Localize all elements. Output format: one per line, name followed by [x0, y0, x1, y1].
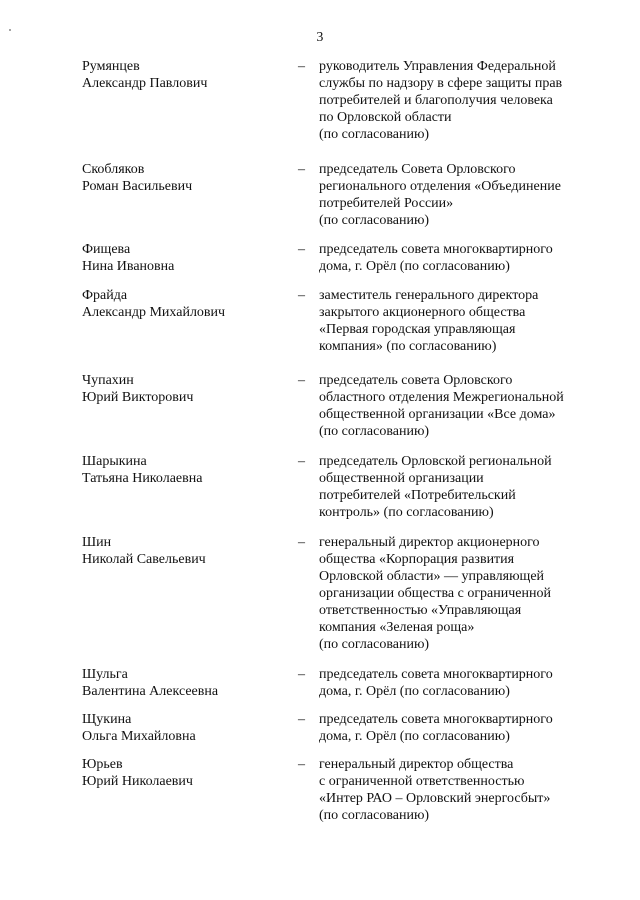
member-entry	[82, 756, 602, 824]
member-entry	[82, 666, 602, 700]
member-name	[82, 711, 298, 745]
member-name	[82, 666, 298, 700]
commission-member-list	[82, 58, 602, 824]
member-given-name: Николай Савельевич	[82, 552, 206, 567]
dash-separator: –	[298, 667, 305, 682]
member-surname: Шульга	[82, 667, 128, 682]
member-role: председатель Совета Орловского регионального отделения «Объединение потребителей России» (по согласованию)	[319, 162, 561, 228]
member-name	[82, 241, 298, 275]
member-role: генеральный директор общества с ограниченной ответственностью «Интер РАО – Орловский энергосбыт» (по согласованию)	[319, 757, 551, 823]
member-entry	[82, 58, 602, 143]
member-given-name: Юрий Николаевич	[82, 774, 193, 789]
member-given-name: Роман Васильевич	[82, 179, 193, 194]
dash-separator: –	[298, 373, 305, 388]
member-entry	[82, 287, 602, 355]
member-role: председатель совета многоквартирного дома, г. Орёл (по согласованию)	[319, 242, 553, 274]
member-surname: Румянцев	[82, 59, 140, 74]
dash-separator: –	[298, 712, 305, 727]
dash-separator: –	[298, 242, 305, 257]
member-role: председатель совета Орловского областного отделения Межрегиональной общественной организации «Все дома» (по согласованию)	[319, 373, 564, 439]
member-surname: Шарыкина	[82, 454, 147, 469]
member-given-name: Юрий Викторович	[82, 390, 194, 405]
dash-separator: –	[298, 757, 305, 772]
member-given-name: Александр Павлович	[82, 76, 208, 91]
member-surname: Чупахин	[82, 373, 134, 388]
member-name	[82, 534, 298, 653]
dash-separator: –	[298, 162, 305, 177]
member-surname: Юрьев	[82, 757, 123, 772]
member-given-name: Татьяна Николаевна	[82, 471, 203, 486]
dash-separator: –	[298, 288, 305, 303]
member-entry	[82, 161, 602, 229]
member-name	[82, 287, 298, 355]
member-name	[82, 453, 298, 521]
member-role: заместитель генерального директора закрытого акционерного общества «Первая городская управляющая компания» (по согласованию)	[319, 288, 539, 354]
member-role: председатель совета многоквартирного дома, г. Орёл (по согласованию)	[319, 712, 553, 744]
member-given-name: Нина Ивановна	[82, 259, 175, 274]
member-surname: Фрайда	[82, 288, 128, 303]
member-entry	[82, 372, 602, 440]
member-surname: Скобляков	[82, 162, 145, 177]
member-entry	[82, 453, 602, 521]
member-given-name: Ольга Михайловна	[82, 729, 196, 744]
dash-separator: –	[298, 535, 305, 550]
member-role: председатель Орловской региональной общественной организации потребителей «Потребительский контроль» (по согласованию)	[319, 454, 552, 520]
member-surname: Шин	[82, 535, 112, 550]
member-role: председатель совета многоквартирного дома, г. Орёл (по согласованию)	[319, 667, 553, 699]
member-role: генеральный директор акционерного общества «Корпорация развития Орловской области» — управляющей организации общества с ограниченной ответственностью «Управляющая компания «Зеленая роща» (по согласованию)	[319, 535, 551, 652]
member-surname: Щукина	[82, 712, 132, 727]
member-entry	[82, 711, 602, 745]
member-role: руководитель Управления Федеральной службы по надзору в сфере защиты прав потребителей и благополучия человека по Орловской области (по согласованию)	[319, 59, 563, 142]
page-number: 3	[316, 30, 324, 45]
member-name	[82, 372, 298, 440]
member-surname: Фищева	[82, 242, 131, 257]
member-entry	[82, 241, 602, 275]
member-name	[82, 756, 298, 824]
member-entry	[82, 534, 602, 653]
member-given-name: Валентина Алексеевна	[82, 684, 219, 699]
member-name	[82, 161, 298, 229]
member-name	[82, 58, 298, 143]
dash-separator: –	[298, 59, 305, 74]
member-given-name: Александр Михайлович	[82, 305, 226, 320]
dash-separator: –	[298, 454, 305, 469]
